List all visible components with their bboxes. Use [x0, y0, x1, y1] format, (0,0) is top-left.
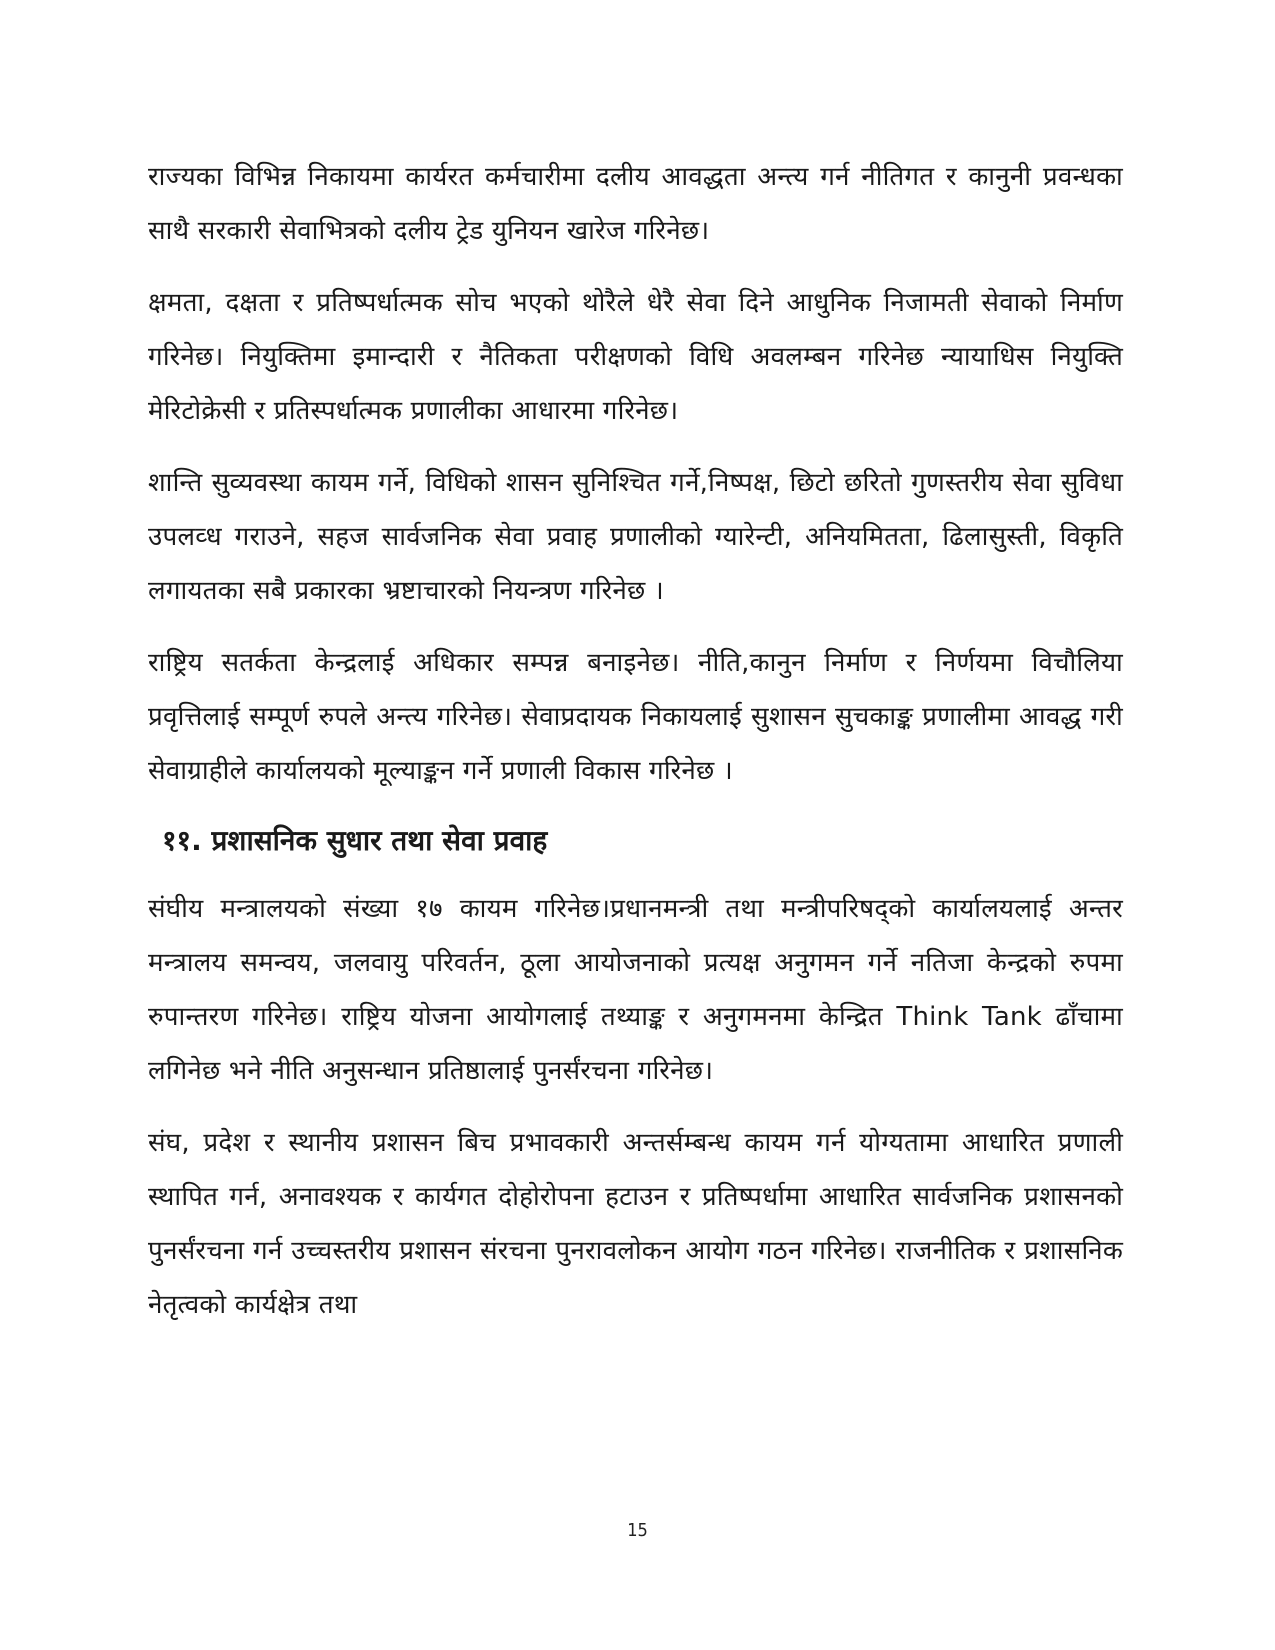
page-number: 15 [627, 1520, 648, 1541]
paragraph-vigilance-centre: राष्ट्रिय सतर्कता केन्द्रलाई अधिकार सम्पन्न बनाइनेछ। नीति,कानुन निर्माण र निर्णयमा विचौलिया प्रवृत्तिलाई सम्पूर्ण रुपले अन्त्य गरिनेछ। सेवाप्रदायक निकायलाई सुशासन सुचकाङ्क प्रणालीमा आवद्ध गरी सेवाग्राहीले कार्यालयको मूल्याङ्कन गर्ने प्रणाली विकास गरिनेछ । [148, 648, 1123, 786]
paragraph-administration-review: संघ, प्रदेश र स्थानीय प्रशासन बिच प्रभावकारी अन्तर्सम्बन्ध कायम गर्न योग्यतामा आधारित प्रणाली स्थापित गर्न, अनावश्यक र कार्यगत दोहोरोपना हटाउन र प्रतिष्पर्धामा आधारित सार्वजनिक प्रशासनको पुनर्संरचना गर्न उच्चस्तरीय प्रशासन संरचना पुनरावलोकन आयोग गठन गरिनेछ। राजनीतिक र प्रशासनिक नेतृत्वको कार्यक्षेत्र तथा [148, 1128, 1123, 1320]
paragraph-federal-ministries: संघीय मन्त्रालयको संख्या १७ कायम गरिनेछ।प्रधानमन्त्री तथा मन्त्रीपरिषद्को कार्यालयलाई अन्तर मन्त्रालय समन्वय, जलवायु परिवर्तन, ठूला आयोजनाको प्रत्यक्ष अनुगमन गर्ने नतिजा केन्द्रको रुपमा रुपान्तरण गरिनेछ। राष्ट्रिय योजना आयोगलाई तथ्याङ्क र अनुगमनमा केन्द्रित Think Tank ढाँचामा लगिनेछ भने नीति अनुसन्धान प्रतिष्ठालाई पुनर्संरचना गरिनेछ। [148, 894, 1123, 1086]
section-heading: ११. प्रशासनिक सुधार तथा सेवा प्रवाह [162, 824, 548, 857]
paragraph-party-affiliation: राज्यका विभिन्न निकायमा कार्यरत कर्मचारीमा दलीय आवद्धता अन्त्य गर्न नीतिगत र कानुनी प्रवन्धका साथै सरकारी सेवाभित्रको दलीय ट्रेड युनियन खारेज गरिनेछ। [148, 162, 1123, 246]
document-page [148, 150, 1123, 1350]
paragraph-law-and-order: शान्ति सुव्यवस्था कायम गर्ने, विधिको शासन सुनिश्चित गर्ने,निष्पक्ष, छिटो छरितो गुणस्तरीय सेवा सुविधा उपलव्ध गराउने, सहज सार्वजनिक सेवा प्रवाह प्रणालीको ग्यारेन्टी, अनियमितता, ढिलासुस्ती, विकृति लगायतका सबै प्रकारका भ्रष्टाचारको नियन्त्रण गरिनेछ । [148, 468, 1123, 606]
paragraph-civil-service: क्षमता, दक्षता र प्रतिष्पर्धात्मक सोच भएको थोरैले धेरै सेवा दिने आधुनिक निजामती सेवाको निर्माण गरिनेछ। नियुक्तिमा इमान्दारी र नैतिकता परीक्षणको विधि अवलम्बन गरिनेछ न्यायाधिस नियुक्ति मेरिटोक्रेसी र प्रतिस्पर्धात्मक प्रणालीका आधारमा गरिनेछ। [148, 288, 1123, 426]
